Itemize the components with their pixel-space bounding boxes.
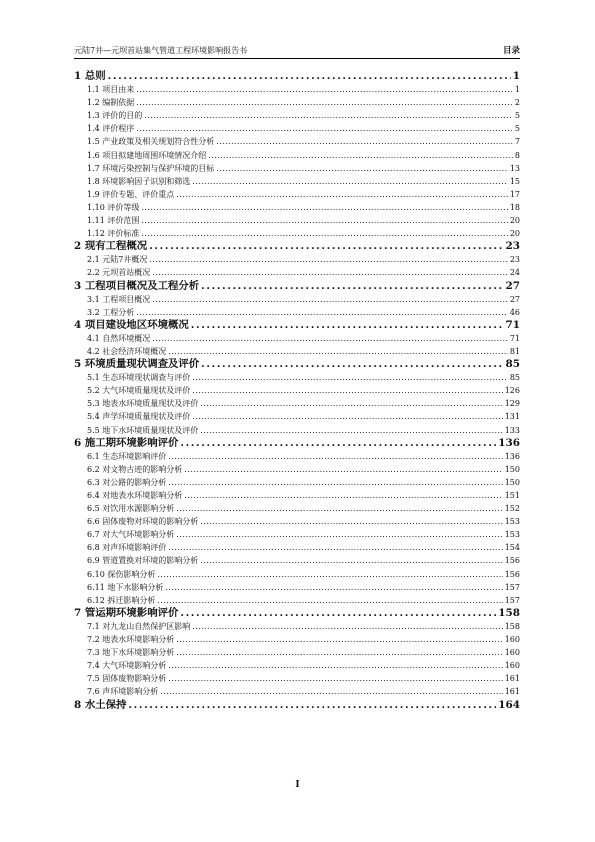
toc-entry-page: 24 [509, 268, 520, 278]
toc-dot-leader [136, 306, 508, 319]
toc-chapter-entry[interactable] [74, 358, 520, 371]
toc-dot-leader [176, 646, 502, 659]
toc-dot-leader [157, 568, 502, 581]
toc-section-entry[interactable] [74, 410, 520, 423]
toc-chapter-entry[interactable] [74, 437, 520, 450]
toc-section-entry[interactable] [74, 175, 520, 188]
toc-dot-leader [184, 463, 502, 476]
toc-dot-leader [176, 633, 502, 646]
toc-entry-page: 5 [514, 124, 520, 134]
header-report-title: 元陆7井—元坝首站集气管道工程环境影响报告书 [74, 46, 248, 55]
toc-section-entry[interactable] [74, 149, 520, 162]
toc-entry-title: 6.6 固体废物对环境的影响分析 [87, 517, 199, 527]
toc-section-entry[interactable] [74, 162, 520, 175]
toc-entry-page: 157 [504, 595, 520, 605]
toc-section-entry[interactable] [74, 188, 520, 201]
toc-dot-leader [200, 515, 502, 528]
toc-dot-leader [165, 581, 502, 594]
toc-entry-title: 6.3 对公路的影响分析 [87, 477, 167, 487]
toc-entry-title: 7.6 声环境影响分析 [87, 687, 159, 697]
toc-entry-page: 15 [509, 176, 520, 186]
toc-entry-page: 20 [509, 229, 520, 239]
toc-entry-title: 1.3 评价的目的 [87, 111, 143, 121]
toc-section-entry[interactable] [74, 306, 520, 319]
toc-section-entry[interactable] [74, 515, 520, 528]
toc-section-entry[interactable] [74, 620, 520, 633]
toc-dot-leader [184, 489, 502, 502]
toc-section-entry[interactable] [74, 293, 520, 306]
toc-entry-title: 6.9 管道置换对环境的影响分析 [87, 556, 199, 566]
toc-section-entry[interactable] [74, 685, 520, 698]
toc-section-entry[interactable] [74, 463, 520, 476]
toc-dot-leader [201, 358, 503, 371]
toc-entry-page: 153 [504, 517, 520, 527]
toc-dot-leader [168, 345, 508, 358]
toc-dot-leader [152, 293, 508, 306]
toc-section-entry[interactable] [74, 227, 520, 240]
toc-section-entry[interactable] [74, 659, 520, 672]
toc-entry-page: 158 [504, 621, 520, 631]
toc-entry-page: 126 [504, 386, 520, 396]
toc-chapter-entry[interactable] [74, 699, 520, 712]
toc-dot-leader [180, 607, 496, 620]
toc-entry-page: 17 [509, 189, 520, 199]
toc-entry-title: 2.1 元陆7井概况 [87, 255, 148, 265]
toc-entry-title: 4.1 自然环境概况 [87, 333, 151, 343]
toc-dot-leader [144, 109, 513, 122]
table-of-contents [74, 70, 520, 712]
toc-dot-leader [192, 371, 508, 384]
toc-entry-page: 13 [509, 163, 520, 173]
toc-entry-title: 1.5 产业政策及相关规划符合性分析 [87, 137, 215, 147]
toc-chapter-entry[interactable] [74, 319, 520, 332]
toc-entry-page: 160 [504, 648, 520, 658]
toc-dot-leader [192, 175, 508, 188]
toc-dot-leader [136, 96, 513, 109]
toc-section-entry[interactable] [74, 502, 520, 515]
toc-entry-page: 160 [504, 661, 520, 671]
toc-section-entry[interactable] [74, 541, 520, 554]
toc-entry-page: 153 [504, 530, 520, 540]
toc-section-entry[interactable] [74, 633, 520, 646]
toc-entry-title: 1.6 项目拟建地周围环境情况介绍 [87, 150, 207, 160]
toc-section-entry[interactable] [74, 568, 520, 581]
toc-dot-leader [157, 594, 502, 607]
toc-dot-leader [216, 135, 513, 148]
toc-section-entry[interactable] [74, 646, 520, 659]
toc-entry-page: 5 [514, 111, 520, 121]
toc-dot-leader [200, 397, 502, 410]
toc-section-entry[interactable] [74, 201, 520, 214]
toc-entry-page: 27 [505, 279, 520, 292]
toc-dot-leader [141, 201, 507, 214]
toc-section-entry[interactable] [74, 581, 520, 594]
toc-entry-page: 81 [509, 346, 520, 356]
toc-entry-page: 156 [504, 556, 520, 566]
toc-entry-title: 1.12 评价标准 [87, 229, 140, 239]
toc-entry-title: 6 施工期环境影响评价 [74, 436, 179, 449]
toc-entry-title: 1.9 评价专题、评价重点 [87, 189, 175, 199]
toc-entry-title: 1.8 环境影响因子识别和筛选 [87, 176, 191, 186]
toc-entry-page: 71 [509, 333, 520, 343]
toc-entry-page: 154 [504, 543, 520, 553]
page-number: I [295, 780, 300, 790]
toc-entry-title: 6.11 地下水影响分析 [87, 582, 164, 592]
toc-entry-page: 136 [504, 451, 520, 461]
toc-section-entry[interactable] [74, 135, 520, 148]
toc-dot-leader [192, 410, 502, 423]
toc-dot-leader [191, 319, 504, 332]
toc-dot-leader [128, 699, 496, 712]
toc-entry-title: 6.4 对地表水环境影响分析 [87, 491, 183, 500]
toc-section-entry[interactable] [74, 96, 520, 109]
toc-entry-page: 157 [504, 582, 520, 592]
toc-entry-page: 23 [509, 255, 520, 265]
toc-dot-leader [176, 188, 508, 201]
toc-entry-title: 7.3 地下水环境影响分析 [87, 648, 175, 658]
toc-entry-title: 2 现有工程概况 [74, 240, 148, 253]
page-header [74, 38, 520, 59]
toc-entry-title: 6.7 对大气环境影响分析 [87, 530, 175, 540]
toc-dot-leader [176, 528, 502, 541]
toc-dot-leader [149, 240, 503, 253]
toc-entry-page: 129 [504, 399, 520, 409]
toc-entry-title: 2.2 元坝首站概况 [87, 268, 151, 278]
toc-entry-page: 161 [504, 687, 520, 697]
toc-section-entry[interactable] [74, 253, 520, 266]
toc-entry-title: 4 项目建设地区环境概况 [74, 318, 189, 331]
toc-section-entry[interactable] [74, 109, 520, 122]
toc-entry-title: 3 工程项目概况及工程分析 [74, 279, 200, 292]
toc-dot-leader [136, 83, 513, 96]
toc-chapter-entry[interactable] [74, 240, 520, 253]
toc-dot-leader [168, 541, 502, 554]
toc-entry-title: 1.11 评价范围 [87, 216, 140, 226]
toc-entry-page: 158 [498, 606, 520, 619]
toc-entry-page: 136 [498, 436, 520, 449]
toc-section-entry[interactable] [74, 450, 520, 463]
toc-section-entry[interactable] [74, 345, 520, 358]
toc-entry-title: 7.4 大气环境影响分析 [87, 661, 167, 671]
toc-dot-leader [168, 659, 502, 672]
toc-entry-title: 3.2 工程分析 [87, 307, 135, 317]
toc-entry-title: 5.5 地下水环境质量现状及评价 [87, 425, 199, 435]
toc-entry-page: 150 [504, 477, 520, 487]
toc-section-entry[interactable] [74, 397, 520, 410]
toc-entry-title: 4.2 社会经济环境概况 [87, 346, 167, 356]
toc-dot-leader [168, 476, 502, 489]
toc-entry-title: 1.2 编制依据 [87, 98, 135, 108]
toc-entry-page: 46 [509, 307, 520, 317]
toc-dot-leader [216, 162, 508, 175]
toc-entry-title: 6.2 对文物古迹的影响分析 [87, 464, 183, 474]
toc-section-entry[interactable] [74, 384, 520, 397]
toc-entry-title: 7.1 对九龙山自然保护区影响 [87, 621, 191, 631]
toc-entry-title: 1.1 项目由来 [87, 85, 135, 95]
toc-dot-leader [208, 149, 513, 162]
toc-dot-leader [168, 672, 502, 685]
toc-entry-title: 5.1 生态环境现状调查与评价 [87, 373, 191, 383]
toc-entry-title: 5.3 地表水环境质量现状及评价 [87, 399, 199, 409]
toc-dot-leader [192, 384, 502, 397]
toc-dot-leader [141, 214, 507, 227]
toc-section-entry[interactable] [74, 554, 520, 567]
toc-entry-page: 18 [509, 202, 520, 212]
toc-dot-leader [152, 266, 508, 279]
toc-section-entry[interactable] [74, 476, 520, 489]
toc-dot-leader [149, 253, 507, 266]
toc-entry-title: 6.12 拆迁影响分析 [87, 595, 156, 605]
toc-entry-title: 1 总则 [74, 70, 106, 82]
toc-entry-page: 156 [504, 569, 520, 579]
toc-entry-title: 8 水土保持 [74, 698, 127, 711]
toc-chapter-entry[interactable] [74, 280, 520, 293]
toc-entry-page: 151 [504, 491, 520, 500]
toc-section-entry[interactable] [74, 489, 520, 502]
toc-entry-page: 8 [514, 150, 520, 160]
toc-dot-leader [200, 554, 502, 567]
toc-dot-leader [176, 502, 502, 515]
toc-entry-title: 5.2 大气环境质量现状及评价 [87, 386, 191, 396]
toc-entry-title: 6.8 对声环境影响评价 [87, 543, 167, 553]
toc-chapter-entry[interactable] [74, 70, 520, 83]
toc-entry-page: 133 [504, 425, 520, 435]
toc-entry-page: 150 [504, 464, 520, 474]
toc-section-entry[interactable] [74, 672, 520, 685]
toc-entry-title: 3.1 工程项目概况 [87, 294, 151, 304]
toc-dot-leader [180, 437, 496, 450]
toc-section-entry[interactable] [74, 528, 520, 541]
toc-dot-leader [201, 280, 503, 293]
toc-entry-title: 6.1 生态环境影响评价 [87, 451, 167, 461]
toc-entry-title: 6.10 探伤影响分析 [87, 569, 156, 579]
toc-entry-page: 1 [512, 70, 520, 82]
toc-entry-title: 1.7 环境污染控制与保护环境的目标 [87, 163, 215, 173]
toc-entry-page: 2 [514, 98, 520, 108]
toc-entry-page: 85 [509, 373, 520, 383]
toc-entry-page: 131 [504, 412, 520, 422]
toc-section-entry[interactable] [74, 594, 520, 607]
toc-entry-page: 71 [505, 318, 520, 331]
toc-entry-page: 85 [505, 358, 520, 371]
toc-section-entry[interactable] [74, 371, 520, 384]
toc-section-entry[interactable] [74, 83, 520, 96]
toc-entry-title: 5 环境质量现状调查及评价 [74, 358, 200, 371]
toc-dot-leader [160, 685, 502, 698]
toc-dot-leader [108, 70, 511, 83]
toc-entry-page: 7 [514, 137, 520, 147]
toc-chapter-entry[interactable] [74, 607, 520, 620]
toc-entry-title: 7.5 固体废物影响分析 [87, 674, 167, 684]
toc-dot-leader [200, 424, 502, 437]
toc-entry-page: 152 [504, 504, 520, 514]
header-section-label: 目录 [502, 46, 520, 56]
toc-entry-page: 161 [504, 674, 520, 684]
toc-dot-leader [168, 450, 502, 463]
toc-entry-page: 164 [498, 698, 520, 711]
toc-dot-leader [141, 227, 507, 240]
toc-entry-title: 7.2 地表水环境影响分析 [87, 635, 175, 645]
toc-section-entry[interactable] [74, 122, 520, 135]
toc-entry-page: 160 [504, 635, 520, 645]
toc-dot-leader [136, 122, 513, 135]
toc-entry-page: 23 [505, 240, 520, 253]
toc-entry-title: 5.4 声学环境质量现状及评价 [87, 412, 191, 422]
toc-entry-page: 27 [509, 294, 520, 304]
toc-entry-title: 1.4 评价程序 [87, 124, 135, 134]
toc-entry-title: 1.10 评价等级 [87, 202, 140, 212]
toc-section-entry[interactable] [74, 332, 520, 345]
toc-dot-leader [192, 620, 502, 633]
toc-dot-leader [152, 332, 508, 345]
toc-entry-title: 6.5 对饮用水源影响分析 [87, 504, 175, 514]
toc-entry-page: 1 [514, 85, 520, 95]
toc-entry-page: 20 [509, 216, 520, 226]
toc-section-entry[interactable] [74, 266, 520, 279]
toc-entry-title: 7 管运期环境影响评价 [74, 606, 179, 619]
toc-section-entry[interactable] [74, 214, 520, 227]
toc-section-entry[interactable] [74, 424, 520, 437]
